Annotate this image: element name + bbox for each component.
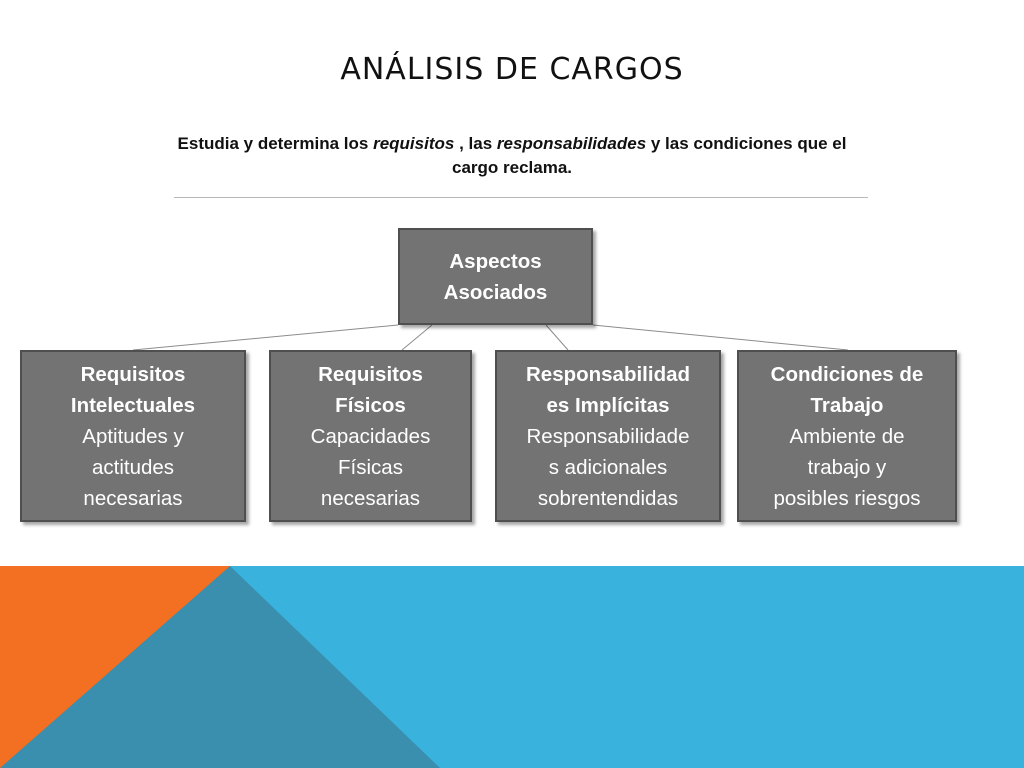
node-description: Ambiente de	[789, 424, 905, 448]
node-description: necesarias	[83, 486, 183, 510]
subtitle-text-2: , las	[454, 134, 497, 153]
slide-title: ANÁLISIS DE CARGOS	[340, 52, 684, 87]
node-heading: Condiciones de	[770, 362, 924, 386]
node-description: trabajo y	[807, 455, 887, 479]
subtitle-text-3: y las condiciones que el cargo reclama.	[451, 134, 847, 177]
node-description: sobrentendidas	[537, 486, 679, 510]
node-description: necesarias	[320, 486, 421, 510]
node-heading: Intelectuales	[70, 393, 196, 417]
subtitle-text-1: Estudia y determina los	[177, 134, 374, 153]
node-description: Responsabilidade	[526, 424, 690, 448]
root-node-label-2: Asociados	[443, 280, 548, 304]
node-description: s adicionales	[548, 455, 668, 479]
node-description: posibles riesgos	[773, 486, 921, 510]
node-heading: Requisitos	[318, 362, 423, 386]
node-description: Capacidades	[310, 424, 431, 448]
subtitle-emphasis-responsabilidades: responsabilidades	[496, 134, 647, 153]
subtitle-emphasis-requisitos: requisitos	[373, 134, 455, 153]
node-description: Aptitudes y	[82, 424, 184, 448]
node-heading: Trabajo	[810, 393, 884, 417]
node-description: actitudes	[91, 455, 175, 479]
node-heading: Requisitos	[80, 362, 186, 386]
node-description: Físicas	[338, 455, 403, 479]
node-heading: es Implícitas	[546, 393, 670, 417]
root-node-label-1: Aspectos	[449, 249, 542, 273]
node-heading: Físicos	[335, 393, 406, 417]
node-heading: Responsabilidad	[525, 362, 691, 386]
